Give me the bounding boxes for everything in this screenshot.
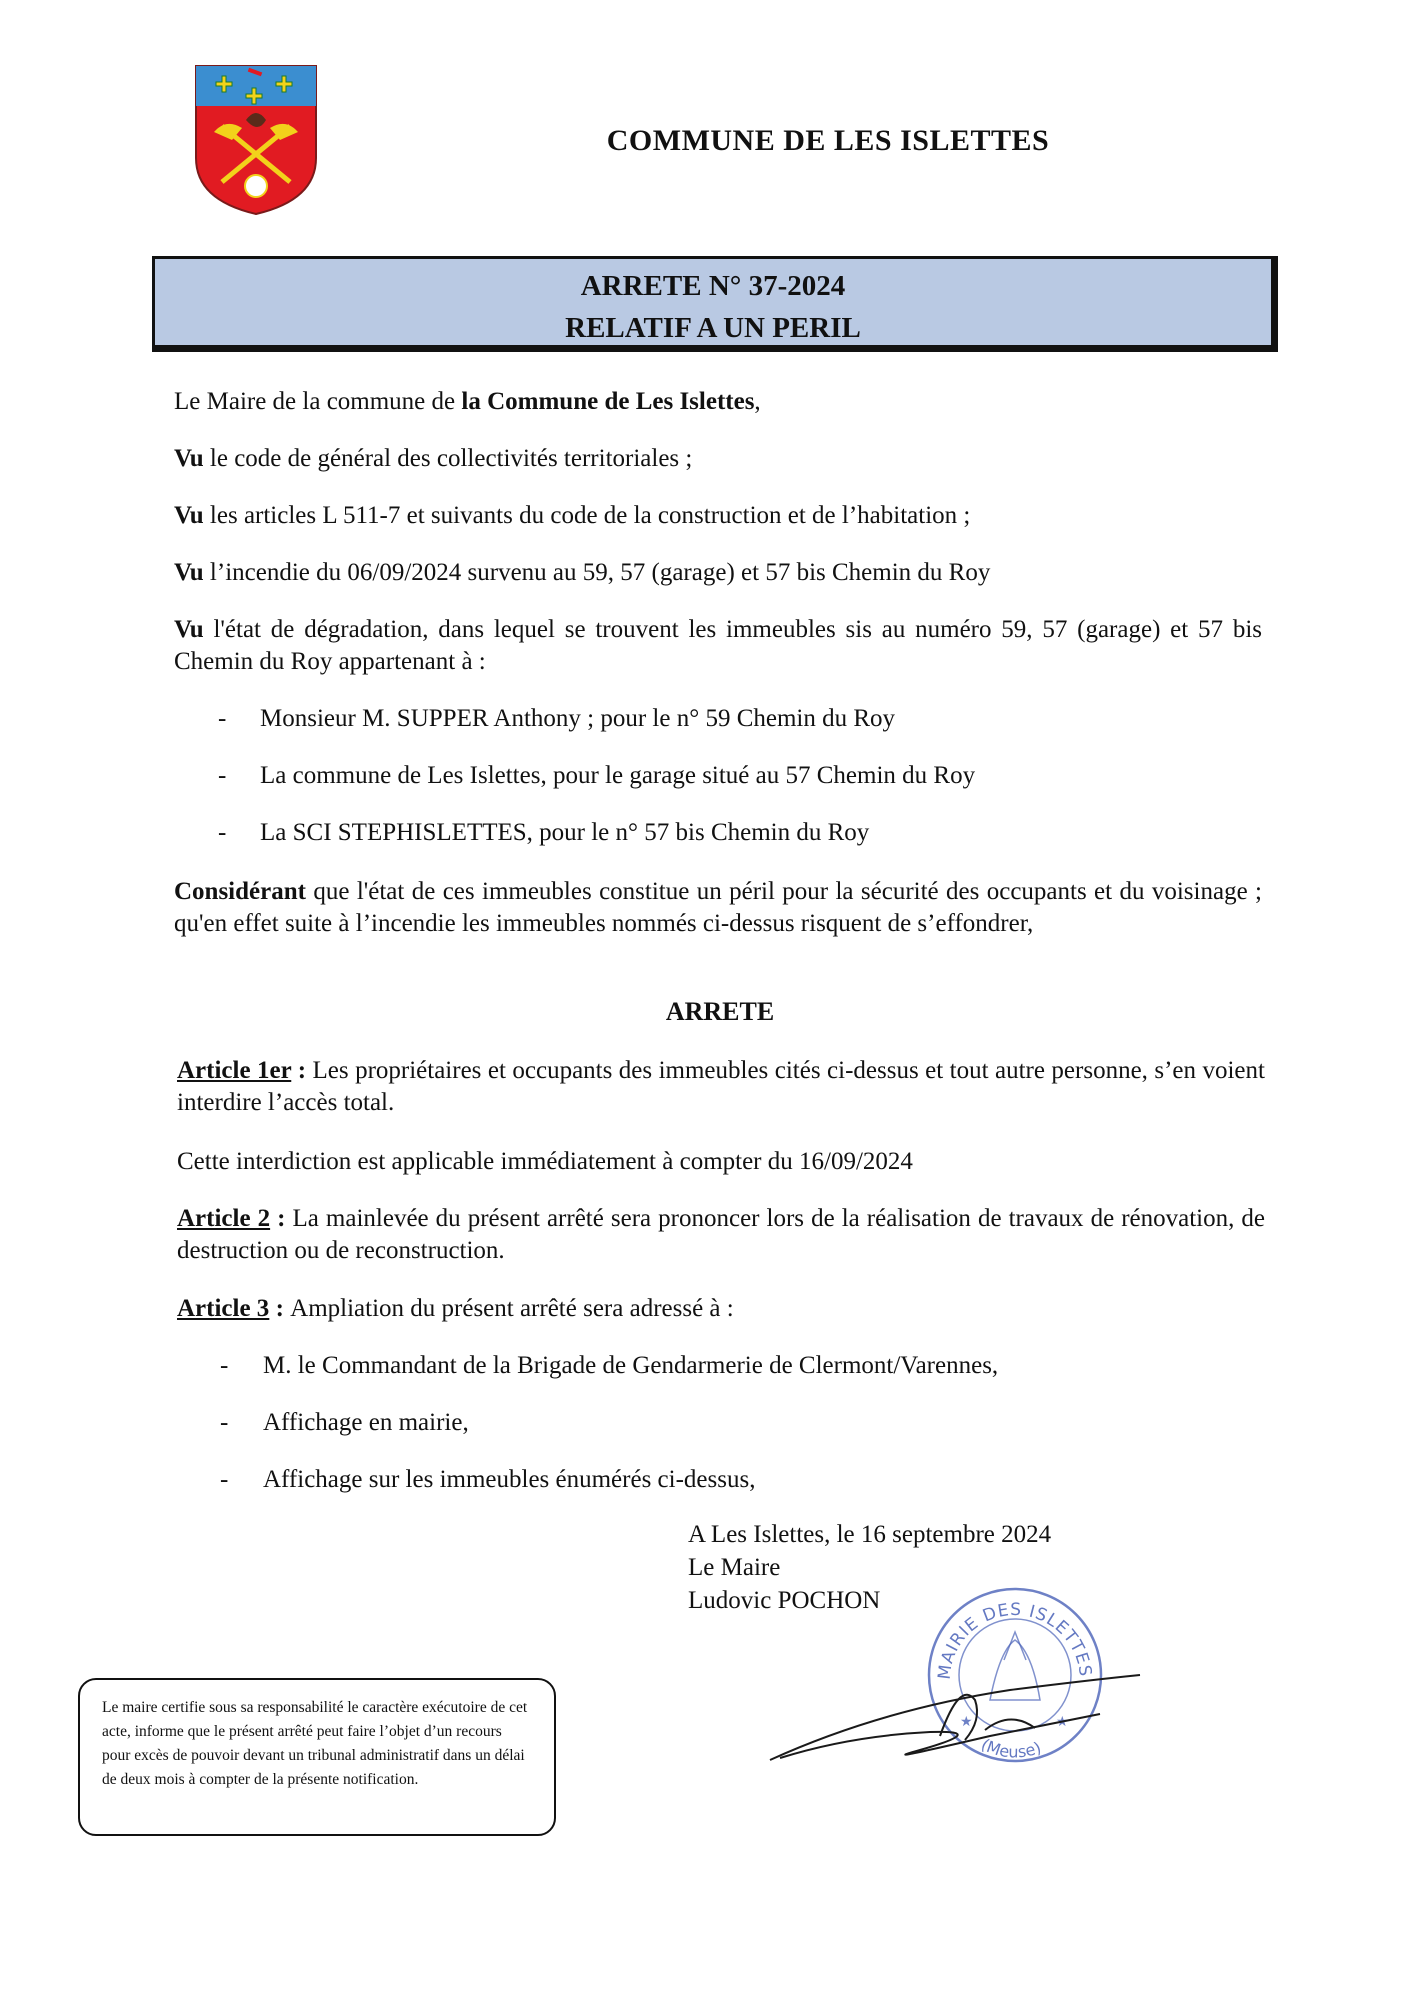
article-2 xyxy=(177,1203,1265,1267)
stamp-bottom-text: (Meuse) xyxy=(978,1734,1044,1762)
bullet-dash: - xyxy=(218,705,227,732)
stamp-top-text: MAIRIE DES ISLETTES xyxy=(934,1599,1096,1681)
signatory-role: Le Maire xyxy=(688,1554,781,1581)
maire-intro-text: Le Maire de la commune de xyxy=(174,388,462,415)
place-date: A Les Islettes, le 16 septembre 2024 xyxy=(688,1521,1052,1548)
owner-text: La commune de Les Islettes, pour le garage situé au 57 Chemin du Roy xyxy=(260,762,976,789)
commune-title: COMMUNE DE LES ISLETTES xyxy=(606,124,1050,157)
svg-text:★: ★ xyxy=(960,1714,973,1730)
svg-text:★: ★ xyxy=(1056,1714,1069,1730)
arrete-title-box xyxy=(152,256,1278,352)
certification-notice: Le maire certifie sous sa responsabilité le caractère exécutoire de cet acte, informe que le présent arrêté peut faire l’objet d’un recours pour excès de pouvoir devant un tribunal administratif dans un délai de deux mois à compter de la présente notification. xyxy=(78,1678,556,1836)
vu-text: l'état de dégradation, dans lequel se trouvent les immeubles sis au numéro 59, 57 (garage) et 57 bis Chemin du Roy appartenant à : xyxy=(174,616,1262,675)
bullet-dash: - xyxy=(220,1409,229,1436)
article-3-label: Article 3 xyxy=(177,1295,270,1322)
bullet-dash: - xyxy=(218,819,227,846)
vu-label: Vu xyxy=(174,445,204,472)
maire-intro-end: , xyxy=(754,388,761,415)
arrete-heading: ARRETE xyxy=(665,997,775,1026)
bullet-dash: - xyxy=(220,1466,229,1493)
bullet-dash: - xyxy=(220,1352,229,1379)
article-3-text: Ampliation du présent arrêté sera adressé à : xyxy=(290,1295,734,1322)
owner-text: La SCI STEPHISLETTES, pour le n° 57 bis Chemin du Roy xyxy=(260,819,870,846)
article-2-colon: : xyxy=(270,1205,293,1232)
bullet-dash: - xyxy=(218,762,227,789)
recipient-text: M. le Commandant de la Brigade de Gendarmerie de Clermont/Varennes, xyxy=(263,1352,999,1379)
vu-label: Vu xyxy=(174,502,204,529)
vu-text: l’incendie du 06/09/2024 survenu au 59, 57 (garage) et 57 bis Chemin du Roy xyxy=(203,559,991,586)
vu-paragraph xyxy=(174,443,1264,475)
interdiction-text: Cette interdiction est applicable immédiatement à compter du 16/09/2024 xyxy=(177,1148,913,1175)
signatory-name: Ludovic POCHON xyxy=(688,1587,881,1614)
article-1-label: Article 1er xyxy=(177,1057,292,1084)
vu-paragraph xyxy=(174,614,1262,678)
article-1-colon: : xyxy=(291,1057,313,1084)
vu-paragraph xyxy=(174,500,1264,532)
article-3-colon: : xyxy=(269,1295,291,1322)
recipient-text: Affichage sur les immeubles énumérés ci-dessus, xyxy=(263,1466,756,1493)
maire-commune: la Commune de Les Islettes xyxy=(461,388,755,415)
mayor-signature xyxy=(760,1640,1150,1780)
vu-text: les articles L 511-7 et suivants du code de la construction et de l’habitation ; xyxy=(203,502,971,529)
article-1 xyxy=(177,1055,1265,1119)
vu-text: le code de général des collectivités territoriales ; xyxy=(203,445,693,472)
maire-intro xyxy=(174,386,1264,418)
arrete-number: ARRETE N° 37-2024 xyxy=(580,270,846,302)
vu-label: Vu xyxy=(174,616,204,643)
vu-label: Vu xyxy=(174,559,204,586)
recipient-text: Affichage en mairie, xyxy=(263,1409,469,1436)
considerant-label: Considérant xyxy=(174,878,306,905)
article-3 xyxy=(177,1293,1267,1325)
article-2-label: Article 2 xyxy=(177,1205,271,1232)
owner-text: Monsieur M. SUPPER Anthony ; pour le n° 59 Chemin du Roy xyxy=(260,705,896,732)
vu-paragraph xyxy=(174,557,1264,589)
article-1-text: Les propriétaires et occupants des immeubles cités ci-dessus et tout autre personne, s’en voient interdire l’accès total. xyxy=(177,1057,1265,1116)
considerant-text: que l'état de ces immeubles constitue un péril pour la sécurité des occupants et du voisinage ; qu'en effet suite à l’incendie les immeubles nommés ci-dessus risquent de s’effondrer, xyxy=(174,878,1262,937)
considerant-paragraph xyxy=(174,876,1262,940)
arrete-subject: RELATIF A UN PERIL xyxy=(565,312,861,344)
article-2-text: La mainlevée du présent arrêté sera prononcer lors de la réalisation de travaux de rénovation, de destruction ou de reconstruction. xyxy=(177,1205,1266,1264)
